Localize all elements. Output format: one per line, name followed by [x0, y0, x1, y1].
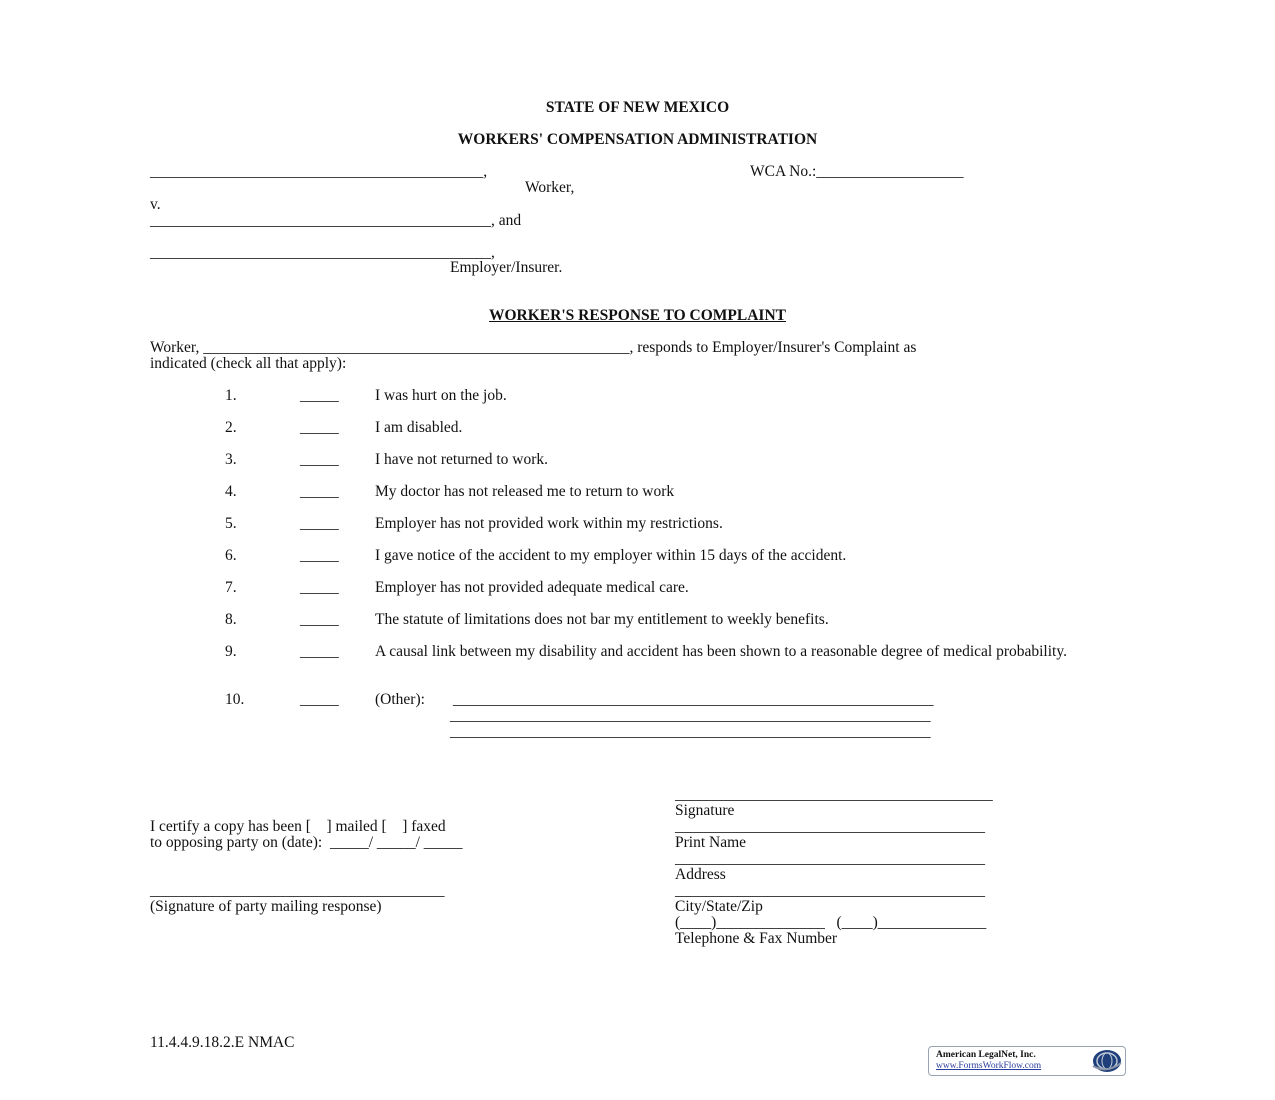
item-text: I gave notice of the accident to my employer within 15 days of the accident.	[375, 547, 847, 564]
item-checkbox-blank[interactable]: _____	[300, 515, 339, 532]
mailer-signature-line[interactable]: ______________________________________	[150, 882, 445, 899]
form-title: WORKER'S RESPONSE TO COMPLAINT	[489, 307, 786, 324]
response-item	[0, 644, 1275, 676]
item-number: 1.	[225, 387, 237, 404]
item-number: 8.	[225, 611, 237, 628]
item-text: I am disabled.	[375, 419, 463, 436]
item-checkbox-blank[interactable]: _____	[300, 547, 339, 564]
american-legalnet-logo[interactable]	[928, 1046, 1126, 1076]
other-label: (Other):	[375, 691, 425, 708]
agency-heading: WORKERS' COMPENSATION ADMINISTRATION	[457, 131, 818, 148]
item-checkbox-blank[interactable]: _____	[300, 579, 339, 596]
item-number: 7.	[225, 579, 237, 596]
item-text: My doctor has not released me to return to work	[375, 483, 675, 500]
response-item	[0, 548, 1275, 580]
signature-line[interactable]: _________________________________________	[675, 786, 993, 803]
item-number: 9.	[225, 643, 237, 660]
item-number: 2.	[225, 419, 237, 436]
other-line-1[interactable]: ______________________________________________________________	[453, 691, 934, 708]
globe-logo-icon	[1089, 1048, 1123, 1074]
print-name-line[interactable]: ________________________________________	[675, 818, 985, 835]
response-item	[0, 612, 1275, 644]
item-checkbox-blank[interactable]: _____	[300, 691, 339, 708]
city-state-zip-line[interactable]: ________________________________________	[675, 882, 985, 899]
item-number: 5.	[225, 515, 237, 532]
response-item	[0, 452, 1275, 484]
versus-label: v.	[150, 196, 161, 213]
item-text: I was hurt on the job.	[375, 387, 507, 404]
item-text: A causal link between my disability and accident has been shown to a reasonable degree of medical probability.	[375, 643, 1067, 660]
employer-insurer-label: Employer/Insurer.	[450, 259, 563, 276]
certificate-line-1[interactable]: I certify a copy has been [ ] mailed [ ] faxed	[150, 818, 446, 835]
response-item	[0, 516, 1275, 548]
nmac-citation: 11.4.4.9.18.2.E NMAC	[150, 1034, 295, 1051]
item-number: 10.	[225, 691, 245, 708]
item-number: 3.	[225, 451, 237, 468]
print-name-label: Print Name	[675, 834, 747, 851]
intro-line-1[interactable]: Worker, _______________________________________________________, responds to Employer/Insurer's Complaint as	[150, 339, 917, 356]
item-checkbox-blank[interactable]: _____	[300, 419, 339, 436]
mailer-signature-label: (Signature of party mailing response)	[150, 898, 382, 915]
item-text: The statute of limitations does not bar my entitlement to weekly benefits.	[375, 611, 829, 628]
logo-url-link[interactable]: www.FormsWorkFlow.com	[936, 1061, 1042, 1071]
certificate-line-2[interactable]: to opposing party on (date): _____/ _____/ _____	[150, 834, 463, 851]
item-text: Employer has not provided adequate medical care.	[375, 579, 689, 596]
employer-name-line[interactable]: ____________________________________________, and	[150, 212, 522, 229]
insurer-name-line[interactable]: ____________________________________________,	[150, 244, 495, 261]
phone-fax-lines[interactable]: (____)______________ (____)______________	[675, 914, 987, 931]
address-line[interactable]: ________________________________________	[675, 850, 985, 867]
logo-company-name: American LegalNet, Inc.	[936, 1050, 1036, 1060]
worker-name-line[interactable]: ___________________________________________,	[150, 163, 488, 180]
item-checkbox-blank[interactable]: _____	[300, 451, 339, 468]
wca-number-field[interactable]: WCA No.:___________________	[750, 163, 964, 180]
item-number: 6.	[225, 547, 237, 564]
item-number: 4.	[225, 483, 237, 500]
signature-label: Signature	[675, 802, 735, 819]
phone-fax-label: Telephone & Fax Number	[675, 930, 838, 947]
state-heading: STATE OF NEW MEXICO	[545, 99, 730, 116]
item-checkbox-blank[interactable]: _____	[300, 483, 339, 500]
worker-label: Worker,	[525, 179, 575, 196]
item-checkbox-blank[interactable]: _____	[300, 643, 339, 660]
response-item	[0, 420, 1275, 452]
item-checkbox-blank[interactable]: _____	[300, 611, 339, 628]
response-item	[0, 484, 1275, 516]
response-item	[0, 580, 1275, 612]
address-label: Address	[675, 866, 726, 883]
item-checkbox-blank[interactable]: _____	[300, 387, 339, 404]
intro-line-2: indicated (check all that apply):	[150, 355, 347, 372]
city-state-zip-label: City/State/Zip	[675, 898, 763, 915]
item-text: Employer has not provided work within my restrictions.	[375, 515, 723, 532]
item-text: I have not returned to work.	[375, 451, 549, 468]
response-item	[0, 388, 1275, 420]
other-line-3[interactable]: ______________________________________________________________	[450, 723, 931, 740]
other-line-2[interactable]: ______________________________________________________________	[450, 707, 931, 724]
response-item-other	[0, 692, 1275, 742]
